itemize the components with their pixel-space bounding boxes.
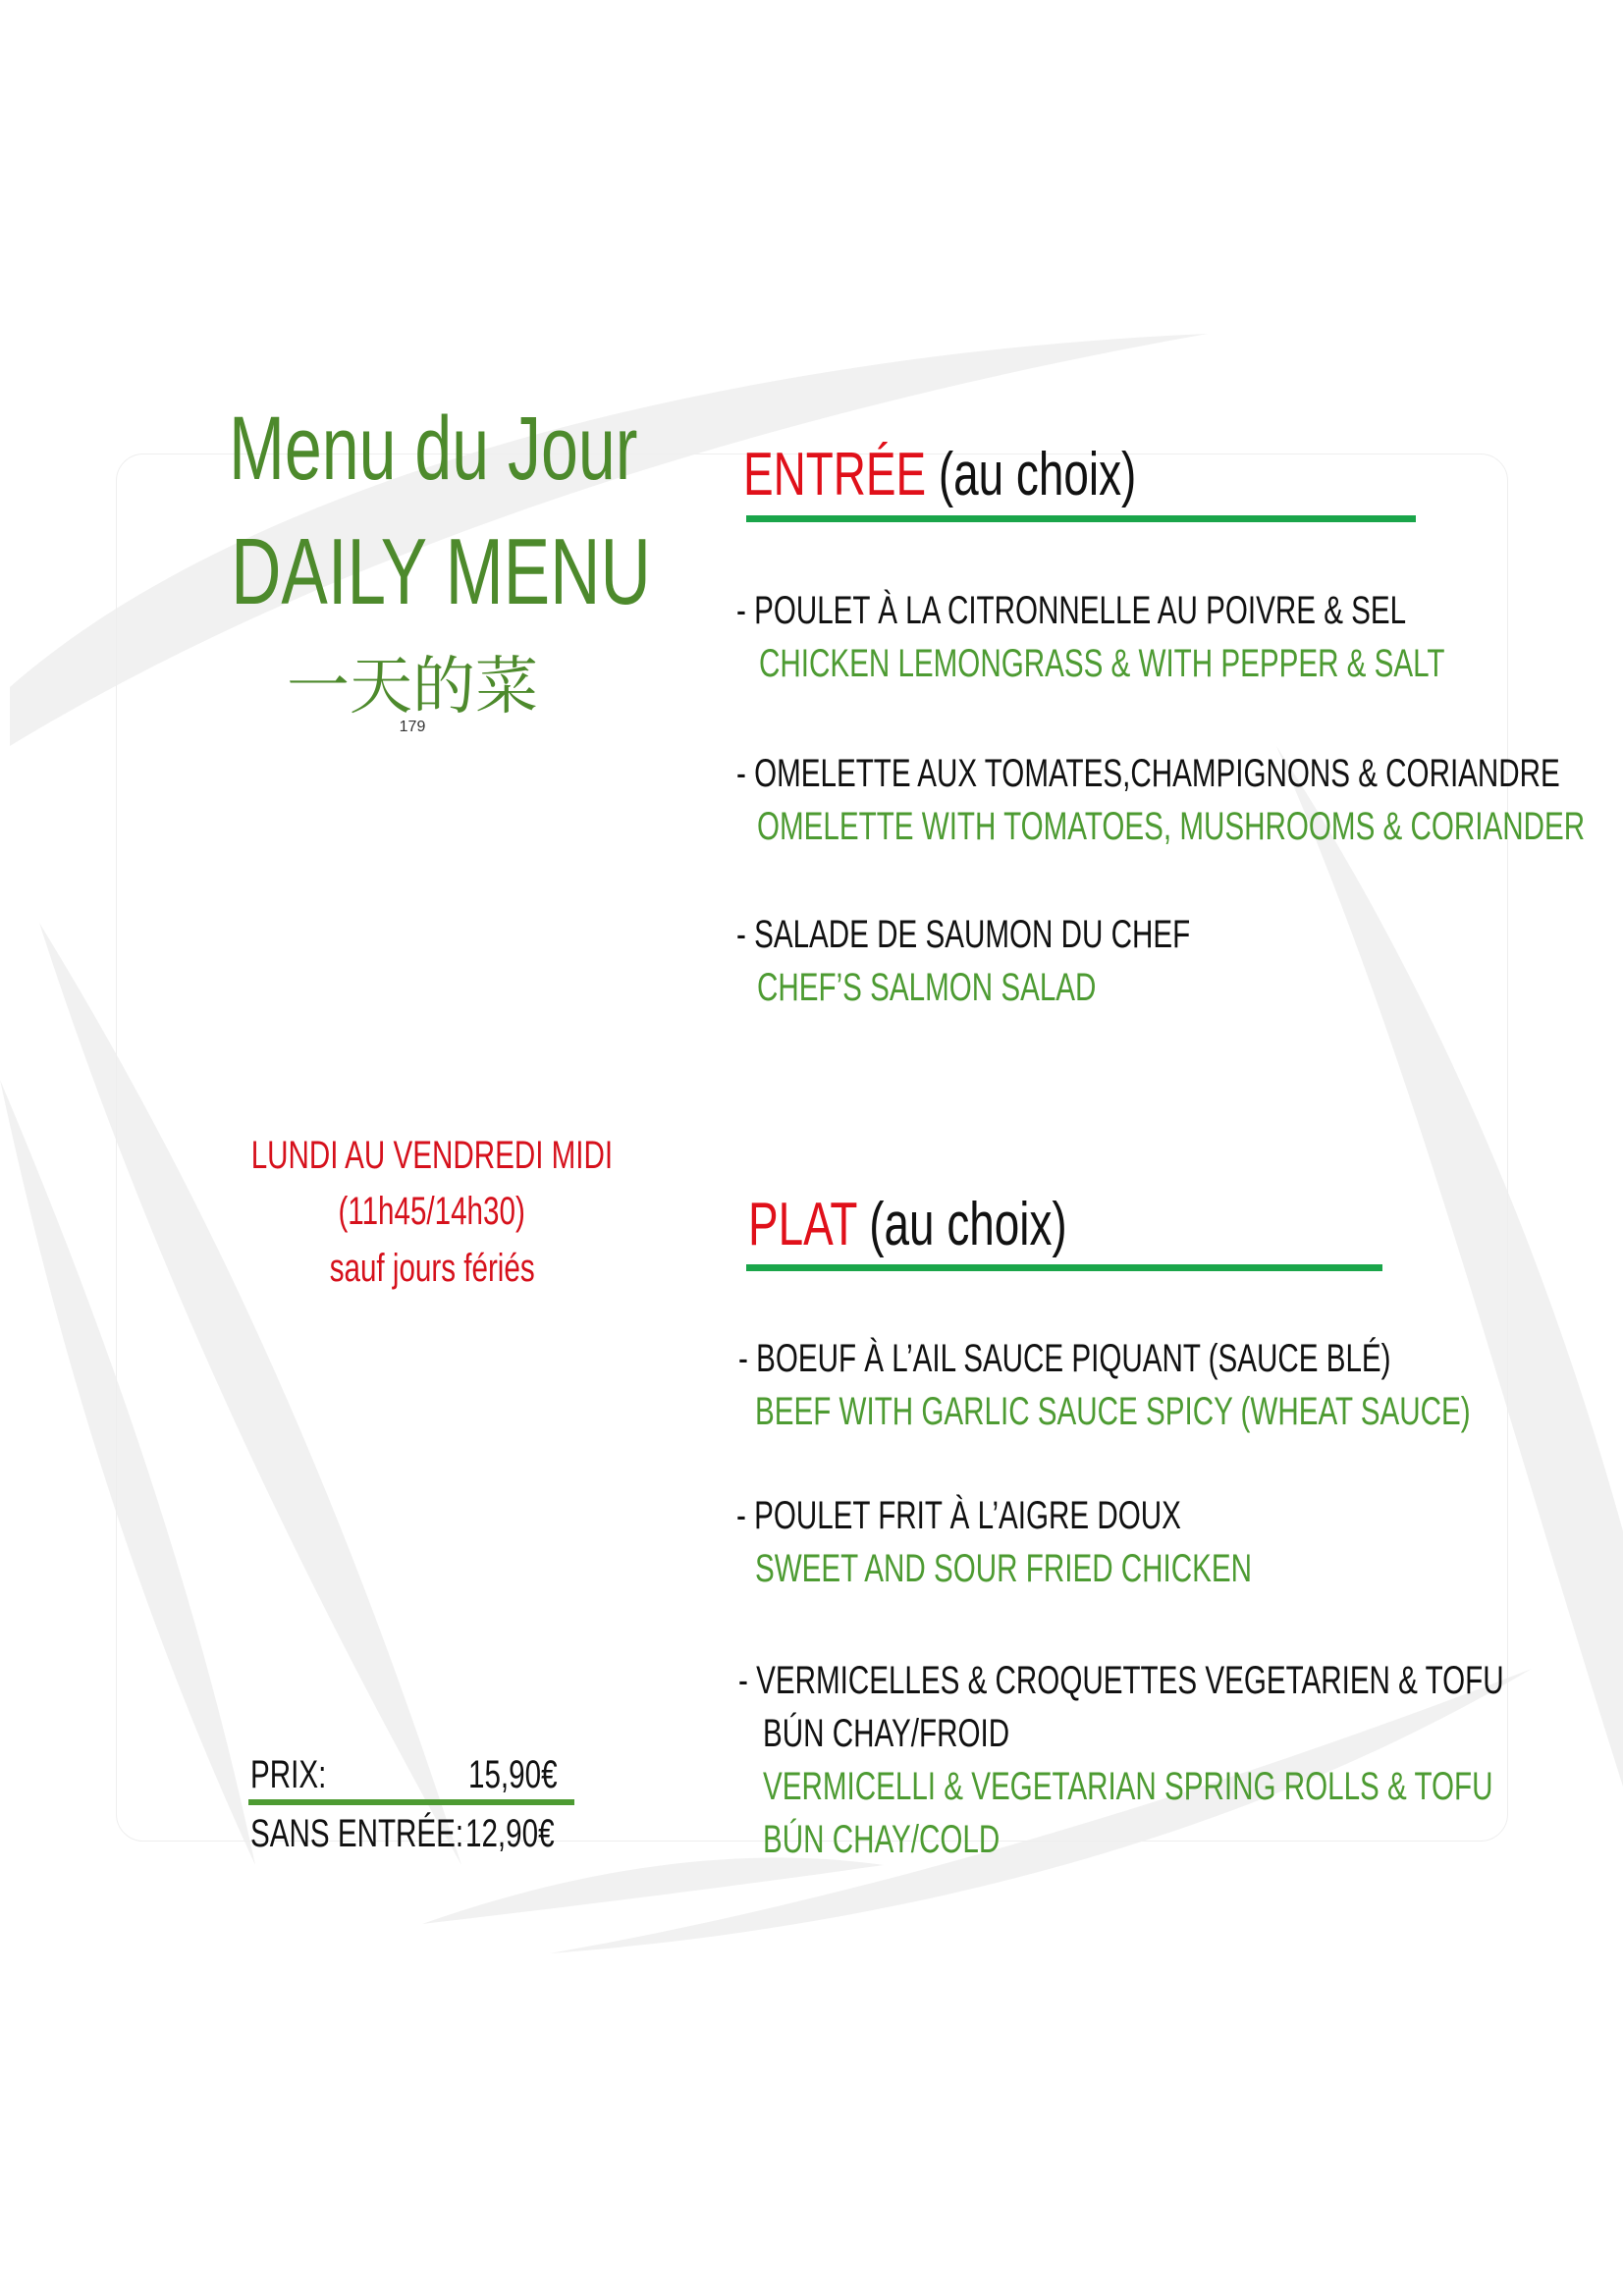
- menu-title-chinese: 一天的菜: [287, 651, 538, 723]
- plat-item-en-line2: BÚN CHAY/COLD: [763, 1818, 1001, 1861]
- price-divider: [248, 1799, 574, 1805]
- plat-item-en: SWEET AND SOUR FRIED CHICKEN: [755, 1547, 1253, 1590]
- plat-item-fr: - POULET FRIT À L’AIGRE DOUX: [736, 1494, 1181, 1537]
- section-rule-plat: [746, 1264, 1382, 1271]
- availability-hours: (11h45/14h30): [338, 1190, 526, 1233]
- plat-item-fr-line2: BÚN CHAY/FROID: [763, 1712, 1010, 1755]
- entree-item-en: CHEF’S SALMON SALAD: [757, 966, 1097, 1009]
- entree-item-en: OMELETTE WITH TOMATOES, MUSHROOMS & CORIANDER: [757, 805, 1586, 848]
- menu-code: 179: [399, 719, 426, 735]
- plat-item-en: BEEF WITH GARLIC SAUCE SPICY (WHEAT SAUCE): [755, 1390, 1471, 1433]
- entree-item-fr: - POULET À LA CITRONNELLE AU POIVRE & SEL: [736, 589, 1407, 632]
- price-value: 15,90€: [468, 1753, 558, 1796]
- section-rule-entree: [746, 515, 1416, 522]
- entree-item-fr: - OMELETTE AUX TOMATES,CHAMPIGNONS & CORIANDRE: [736, 752, 1560, 795]
- plat-item-fr: - BOEUF À L’AIL SAUCE PIQUANT (SAUCE BLÉ): [738, 1337, 1391, 1380]
- price-no-starter-value: 12,90€: [465, 1812, 555, 1855]
- availability-exception: sauf jours fériés: [329, 1247, 535, 1290]
- availability-days: LUNDI AU VENDREDI MIDI: [250, 1134, 614, 1177]
- price-label: PRIX:: [250, 1753, 327, 1796]
- section-title-entree: ENTRÉE (au choix): [743, 441, 1137, 508]
- plat-item-fr: - VERMICELLES & CROQUETTES VEGETARIEN & TOFU: [738, 1659, 1504, 1702]
- entree-item-fr: - SALADE DE SAUMON DU CHEF: [736, 913, 1191, 956]
- plat-item-en: VERMICELLI & VEGETARIAN SPRING ROLLS & TOFU: [763, 1765, 1493, 1808]
- price-no-starter-label: SANS ENTRÉE:: [250, 1812, 464, 1855]
- entree-item-en: CHICKEN LEMONGRASS & WITH PEPPER & SALT: [759, 642, 1445, 685]
- section-title-plat: PLAT (au choix): [748, 1191, 1067, 1258]
- menu-title-french: Menu du Jour: [229, 399, 638, 499]
- menu-title-english: DAILY MENU: [231, 519, 651, 624]
